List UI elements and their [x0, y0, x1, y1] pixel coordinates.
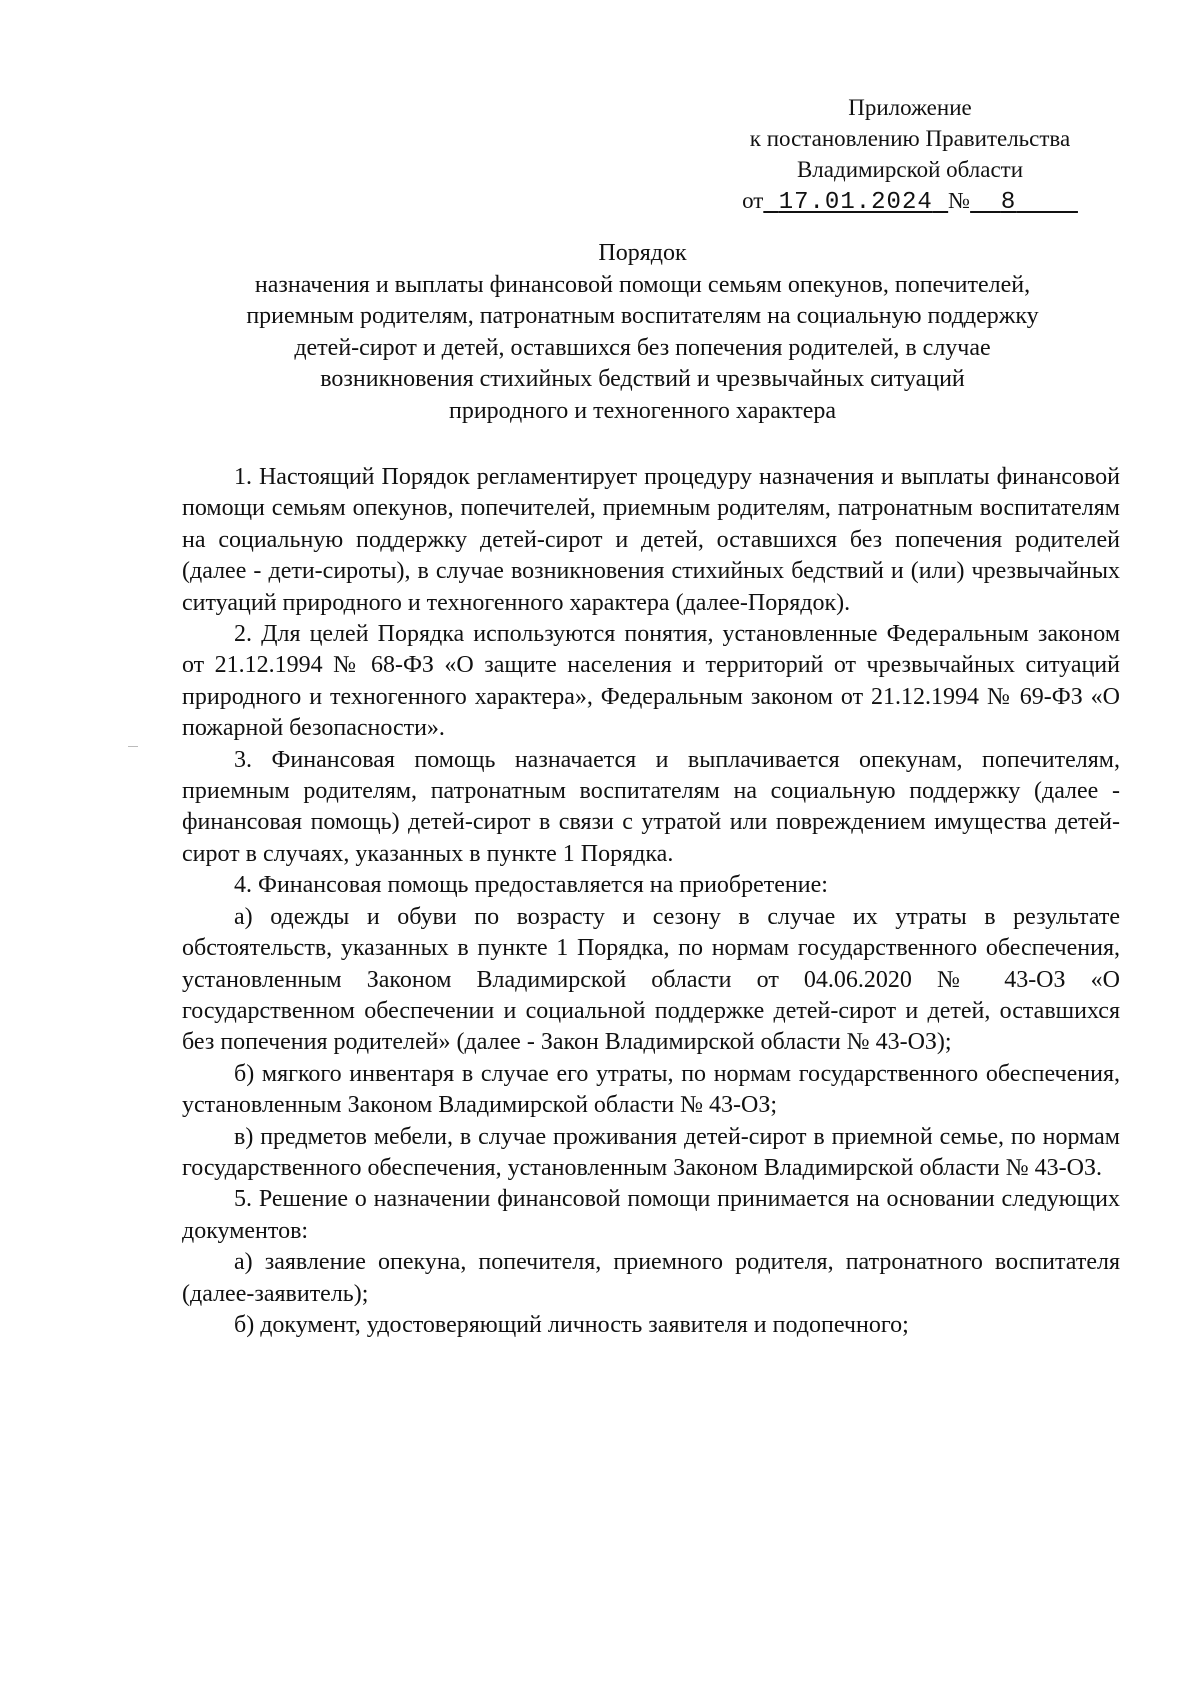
appendix-resolution-line: к постановлению Правительства — [749, 126, 1071, 151]
paragraph-2: 2. Для целей Порядка используются понятия, установленные Федеральным законом от 21.12.1994 № 68-ФЗ «О защите населения и территорий от чрезвычайных ситуаций природного и техногенного характера», Федеральным законом от 21.12.1994 № 69-ФЗ «О пожарной безопасности». — [182, 621, 1120, 742]
paragraph-5a: а) заявление опекуна, попечителя, приемного родителя, патронатного воспитателя (далее-заявитель); — [182, 1249, 1120, 1307]
scan-margin-mark — [128, 746, 138, 747]
resolution-number: 8 — [1000, 189, 1017, 216]
number-prefix: № — [948, 188, 971, 213]
paragraph-1: 1. Настоящий Порядок регламентирует процедуру назначения и выплаты финансовой помощи семьям опекунов, попечителей, приемным родителям, патронатным воспитателям на социальную поддержку детей-сирот и детей, оставшихся без попечения родителей (далее - дети-сироты), в случае возникновения стихийных бедствий и (или) чрезвычайных ситуаций природного и техногенного характера (далее-Порядок). — [182, 464, 1120, 616]
paragraph-4a: а) одежды и обуви по возрасту и сезону в случае их утраты в результате обстоятельств, указанных в пункте 1 Порядка, по нормам государственного обеспечения, установленным Законом Владимирской области от 04.06.2020 № 43-ОЗ «О государственном обеспечении и социальной поддержке детей-сирот и детей, оставшихся без попечения родителей» (далее - Закон Владимирской области № 43-ОЗ); — [182, 903, 1120, 1056]
title-line: природного и техногенного характера — [448, 397, 837, 424]
paragraph-4c: в) предметов мебели, в случае проживания детей-сирот в приемной семье, по нормам государственного обеспечения, установленным Законом Владимирской области № 43-ОЗ. — [182, 1123, 1120, 1181]
title-line: детей-сирот и детей, оставшихся без попечения родителей, в случае — [294, 334, 991, 361]
appendix-label: Приложение — [848, 95, 972, 120]
date-prefix: от — [742, 188, 764, 213]
title-line: возникновения стихийных бедствий и чрезвычайных ситуаций — [320, 366, 965, 392]
title-line: приемным родителям, патронатным воспитателям на социальную поддержку — [246, 303, 1039, 329]
paragraph-4b: б) мягкого инвентаря в случае его утраты, по нормам государственного обеспечения, установленным Законом Владимирской области № 43-ОЗ; — [182, 1060, 1120, 1119]
resolution-date: 17.01.2024 — [778, 189, 933, 216]
paragraph-3: 3. Финансовая помощь назначается и выплачивается опекунам, попечителям, приемным родителям, патронатным воспитателям на социальную поддержку (далее - финансовая помощь) детей-сирот в связи с утратой или повреждением имущества детей-сирот в случаях, указанных в пункте 1 Порядка. — [182, 746, 1120, 867]
paragraph-5b: б) документ, удостоверяющий личность заявителя и подопечного; — [234, 1311, 909, 1338]
document-title-block — [170, 238, 1115, 427]
appendix-date-line — [700, 185, 1120, 218]
document-title: Порядок — [598, 240, 687, 266]
paragraph-5: 5. Решение о назначении финансовой помощи принимается на основании следующих документов: — [182, 1186, 1120, 1244]
appendix-header — [700, 92, 1120, 218]
document-body — [182, 462, 1120, 1341]
appendix-region-line: Владимирской области — [796, 157, 1024, 182]
title-line: назначения и выплаты финансовой помощи семьям опекунов, попечителей, — [254, 271, 1031, 298]
paragraph-4: 4. Финансовая помощь предоставляется на приобретение: — [234, 872, 828, 899]
